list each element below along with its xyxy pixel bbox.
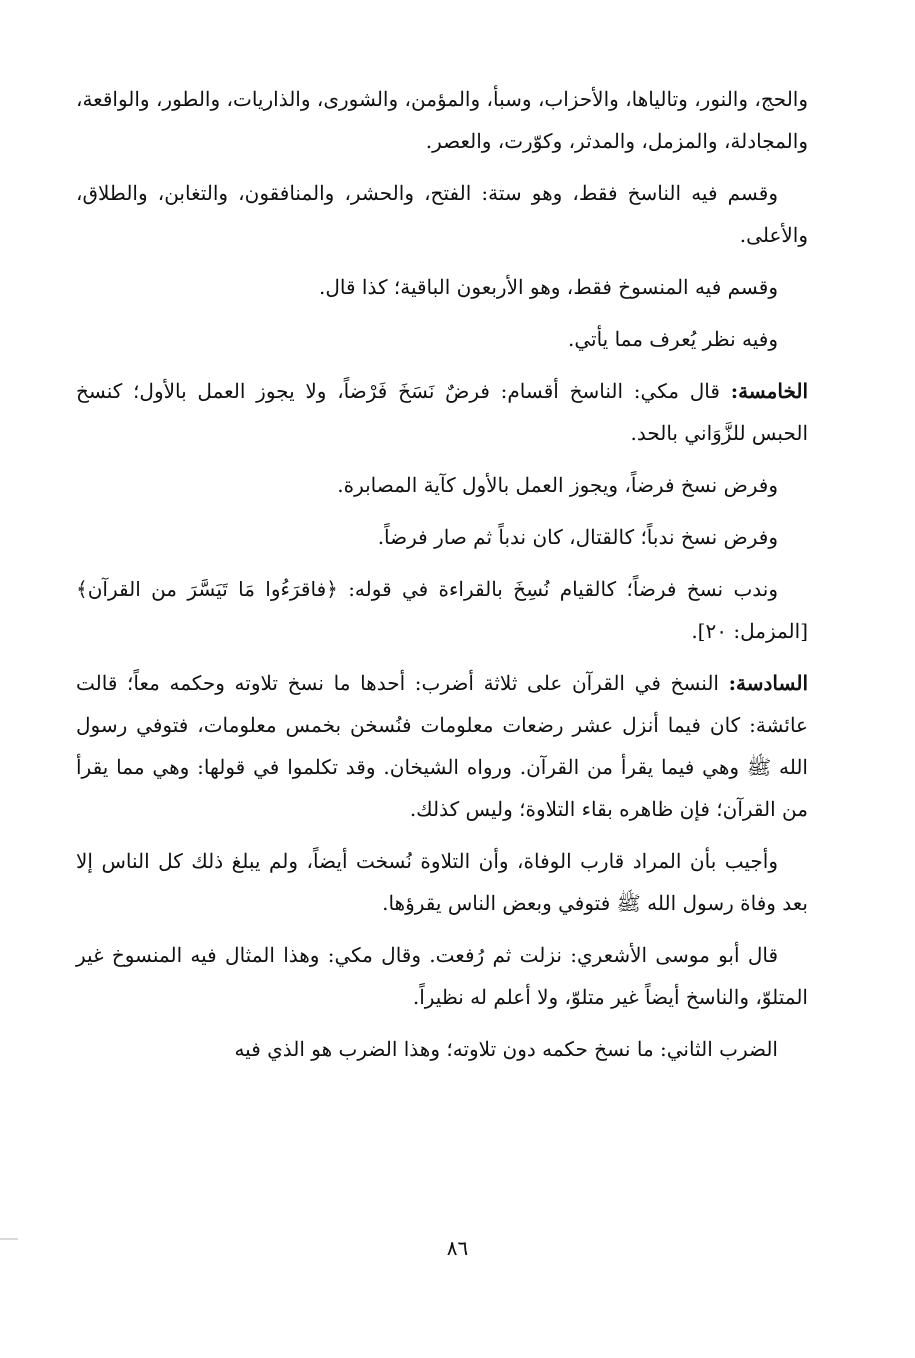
section-heading-fifth: الخامسة: bbox=[730, 379, 809, 403]
paragraph-fifth-text: قال مكي: الناسخ أقسام: فرضٌ نَسَخَ فَرْضاً، ولا يجوز العمل بالأول؛ كنسخ الحبس للزَّوَاني بالحد. bbox=[76, 379, 808, 445]
paragraph-abu-musa: قال أبو موسى الأشعري: نزلت ثم رُفعت. وقال مكي: وهذا المثال فيه المنسوخ غير المتلوّ، والناسخ أيضاً غير متلوّ، ولا أعلم له نظيراً. bbox=[76, 943, 808, 1009]
paragraph-fard-nadb: وفرض نسخ ندباً؛ كالقتال، كان ندباً ثم صار فرضاً. bbox=[377, 525, 778, 549]
paragraph-fard-fard: وفرض نسخ فرضاً، ويجوز العمل بالأول كآية المصابرة. bbox=[337, 473, 778, 497]
verse-reference: [المزمل: ٢٠]. bbox=[691, 619, 808, 643]
paragraph-answer: وأجيب بأن المراد قارب الوفاة، وأن التلاوة نُسخت أيضاً، ولم يبلغ ذلك كل الناس إلا بعد وفاة رسول الله ﷺ فتوفي وبعض الناس يقرؤها. bbox=[76, 849, 808, 915]
paragraph-fifth bbox=[76, 370, 808, 454]
paragraph-nadb-fard-text: وندب نسخ فرضاً؛ كالقيام نُسِخَ بالقراءة في قوله: bbox=[348, 577, 778, 601]
paragraph-second-type: الضرب الثاني: ما نسخ حكمه دون تلاوته؛ وهذا الضرب هو الذي فيه bbox=[234, 1037, 778, 1061]
paragraph-note: وفيه نظر يُعرف مما يأتي. bbox=[567, 327, 778, 351]
section-heading-sixth: السادسة: bbox=[728, 671, 809, 695]
paragraph-nadb-fard bbox=[76, 568, 808, 652]
paragraph-nasikh-only: وقسم فيه الناسخ فقط، وهو ستة: الفتح، والحشر، والمنافقون، والتغابن، والطلاق، والأعلى. bbox=[76, 181, 808, 247]
paragraph-mansukh-only: وقسم فيه المنسوخ فقط، وهو الأربعون الباقية؛ كذا قال. bbox=[319, 275, 778, 299]
paragraph-sixth bbox=[76, 662, 808, 830]
page-body bbox=[76, 78, 808, 1080]
paragraph-sixth-text: النسخ في القرآن على ثلاثة أضرب: أحدها ما نسخ تلاوته وحكمه معاً؛ قالت عائشة: كان فيما أنزل عشر رضعات معلومات فنُسخن بخمس معلومات، فتوفي رسول الله ﷺ وهي فيما يقرأ من القرآن. ورواه الشيخان. وقد تكلموا في قولها: وهي مما يقرأ من القرآن؛ فإن ظاهره بقاء التلاوة؛ وليس كذلك. bbox=[76, 671, 808, 821]
page-number: ٨٦ bbox=[446, 1236, 469, 1260]
paragraph-surah-list: والحج، والنور، وتالياها، والأحزاب، وسبأ، والمؤمن، والشورى، والذاريات، والطور، والواقعة، والمجادلة، والمزمل، والمدثر، وكوّرت، والعصر. bbox=[76, 87, 808, 153]
quran-verse: ﴿فاقرَءُوا مَا تَيَسَّرَ من القرآن﴾ bbox=[76, 577, 338, 601]
